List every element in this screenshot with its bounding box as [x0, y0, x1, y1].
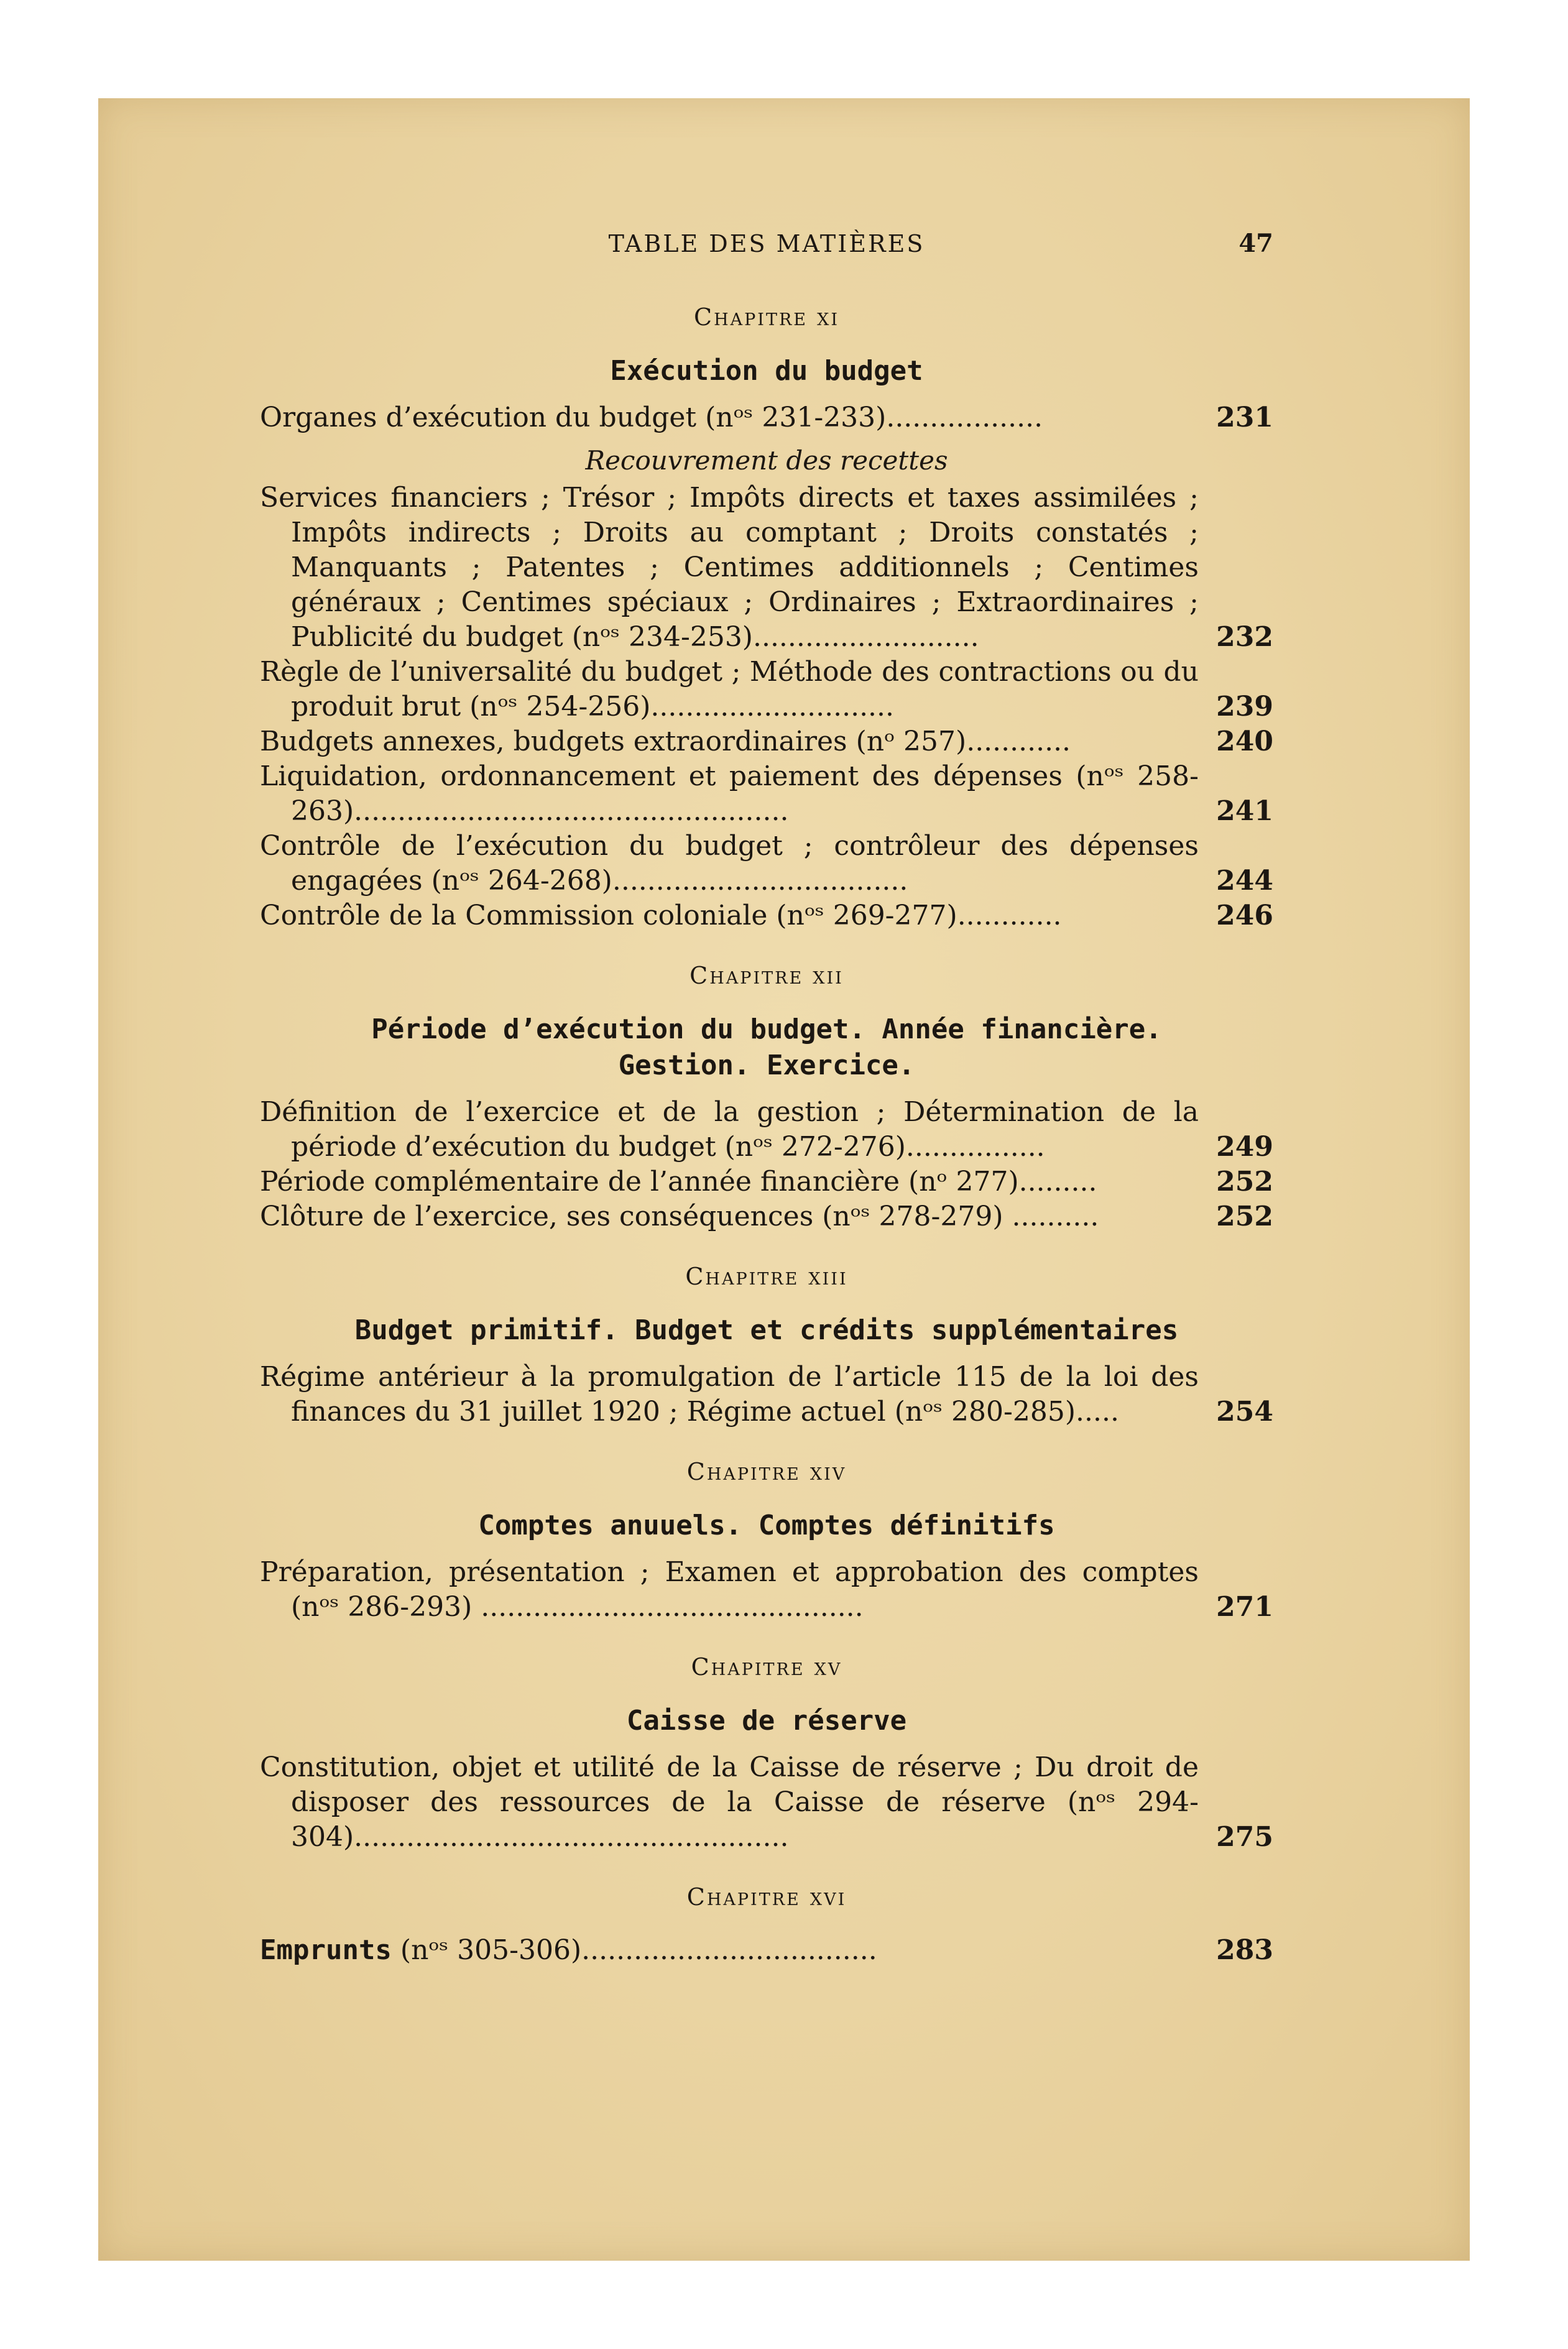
chapter-label: Chapitre xiii: [685, 1263, 848, 1290]
chapter-title: Exécution du budget: [610, 355, 923, 387]
entry-text: Budgets annexes, budgets extraordinaires (nᵒ 257)............: [260, 726, 1071, 757]
entry-page: 232: [1216, 621, 1273, 653]
entry-text: Liquidation, ordonnancement et paiement des dépenses (nᵒˢ 258-263)..................................................: [260, 760, 1199, 827]
entry-page: 239: [1216, 691, 1273, 722]
entry-page: 246: [1216, 900, 1273, 931]
entry-text: Contrôle de l’exécution du budget ; contrôleur des dépenses engagées (nᵒˢ 264-268)..................................: [260, 830, 1199, 897]
chapter-title: Budget primitif. Budget et crédits supplémentaires: [354, 1314, 1179, 1346]
toc-entry: [260, 829, 1273, 898]
entry-page: 254: [1216, 1396, 1273, 1428]
entry-text: Clôture de l’exercice, ses conséquences (nᵒˢ 278-279) ..........: [260, 1201, 1099, 1232]
entry-page: 249: [1216, 1131, 1273, 1163]
entry-page: 231: [1216, 402, 1273, 433]
table-of-contents: [260, 229, 1273, 1968]
chapter-label: Chapitre xii: [689, 962, 844, 989]
chapter-title: [260, 1012, 1273, 1084]
entry-page: 240: [1216, 726, 1273, 757]
entry-page: 271: [1216, 1591, 1273, 1623]
toc-entry: [260, 759, 1273, 829]
toc-entry: [260, 724, 1273, 759]
toc-entry: [260, 1199, 1273, 1234]
chapter-label: Chapitre xi: [694, 303, 839, 331]
toc-entry: [260, 1165, 1273, 1199]
book-page: [98, 98, 1470, 2261]
entry-page: 241: [1216, 795, 1273, 827]
toc-entry: [260, 898, 1273, 933]
chapter-title: Caisse de réserve: [626, 1705, 907, 1737]
entry-text: Contrôle de la Commission coloniale (nᵒˢ 269-277)............: [260, 900, 1062, 931]
toc-entry: [260, 1360, 1273, 1429]
page-number: 47: [1238, 229, 1273, 258]
toc-entry: [260, 481, 1273, 655]
entry-text: Préparation, présentation ; Examen et approbation des comptes (nᵒˢ 286-293) ............................................: [260, 1556, 1199, 1623]
entry-text: Organes d’exécution du budget (nᵒˢ 231-233)..................: [260, 402, 1043, 433]
entry-text: Services financiers ; Trésor ; Impôts directs et taxes assimilées ; Impôts indirects ; Droits au comptant ; Droits constatés ; Manquants ; Patentes ; Centimes additionnels ; Centimes généraux ; Centimes spéciaux ; Ordinaires ; Extraordinaires ; Publicité du budget (nᵒˢ 234-253)..........................: [260, 482, 1199, 653]
page-header: [260, 229, 1273, 291]
toc-entry: [260, 1750, 1273, 1855]
entry-text: Période complémentaire de l’année financière (nᵒ 277).........: [260, 1166, 1097, 1198]
entry-page: 252: [1216, 1166, 1273, 1198]
entry-lead: Emprunts: [260, 1934, 392, 1966]
toc-entry: [260, 400, 1273, 435]
toc-entry: [260, 1933, 1273, 1968]
chapter-label: Chapitre xv: [691, 1653, 842, 1681]
toc-entry: [260, 655, 1273, 724]
running-title: TABLE DES MATIÈRES: [608, 230, 925, 257]
entry-page: 275: [1216, 1821, 1273, 1853]
chapter-title: Comptes anuuels. Comptes définitifs: [478, 1510, 1055, 1541]
entry-page: 244: [1216, 865, 1273, 897]
chapter-label: Chapitre xvi: [686, 1883, 847, 1911]
toc-entry: [260, 1095, 1273, 1165]
entry-text: Régime antérieur à la promulgation de l’article 115 de la loi des finances du 31 juillet 1920 ; Régime actuel (nᵒˢ 280-285).....: [260, 1361, 1199, 1428]
chapter-label: Chapitre xiv: [686, 1458, 847, 1485]
entry-page: 283: [1216, 1934, 1273, 1966]
entry-text: Constitution, objet et utilité de la Caisse de réserve ; Du droit de disposer des ressources de la Caisse de réserve (nᵒˢ 294-304)..................................................: [260, 1751, 1199, 1853]
entry-text: [260, 1933, 1199, 1968]
entry-text: Règle de l’universalité du budget ; Méthode des contractions ou du produit brut (nᵒˢ 254-256)............................: [260, 656, 1199, 722]
chapter-title-line: Gestion. Exercice.: [618, 1050, 915, 1081]
entry-detail: (nᵒˢ 305-306)..................................: [391, 1934, 877, 1966]
section-heading: Recouvrement des recettes: [585, 445, 948, 476]
entry-text: Définition de l’exercice et de la gestion ; Détermination de la période d’exécution du budget (nᵒˢ 272-276)................: [260, 1096, 1199, 1163]
chapter-title-line: Période d’exécution du budget. Année financière.: [371, 1013, 1162, 1045]
entry-page: 252: [1216, 1201, 1273, 1232]
toc-entry: [260, 1555, 1273, 1625]
